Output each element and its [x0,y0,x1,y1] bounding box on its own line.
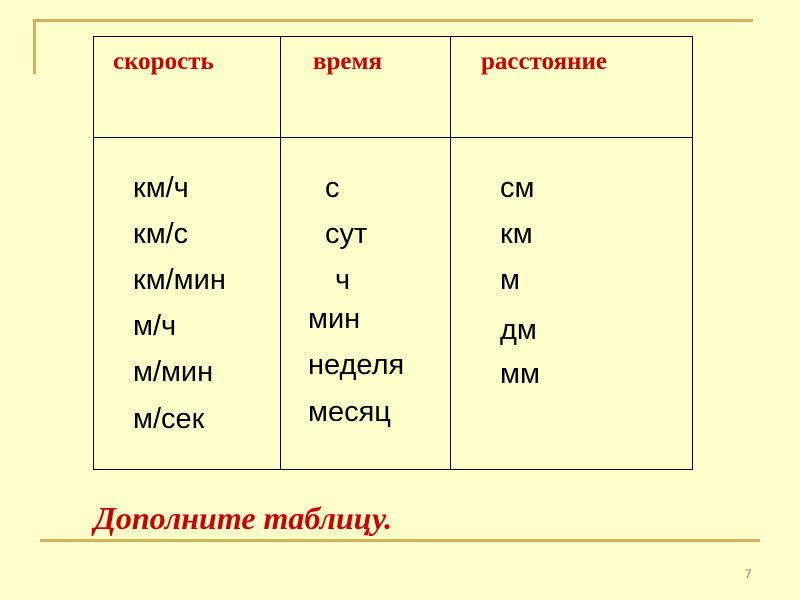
distance-unit: м [500,264,520,296]
speed-unit: км/ч [133,172,189,204]
frame-line-left [33,19,36,74]
time-unit: ч [335,264,351,296]
distance-unit: дм [500,314,537,346]
time-unit: мин [308,303,361,335]
time-unit: с [325,172,340,204]
speed-unit: м/сек [133,403,205,435]
distance-unit: мм [500,358,540,390]
table-column-divider [280,37,281,469]
speed-unit: км/мин [133,264,226,296]
frame-line-top [33,19,753,22]
time-unit: неделя [308,349,405,381]
page-number: 7 [745,567,752,581]
time-unit: месяц [308,396,391,428]
units-table [93,36,693,470]
header-time: время [313,48,383,75]
time-unit: сут [325,218,368,250]
header-speed: скорость [113,48,214,75]
speed-unit: м/ч [133,310,177,342]
table-header-divider [94,137,692,138]
table-column-divider [450,37,451,469]
speed-unit: м/мин [133,356,214,388]
task-title: Дополните таблицу. [94,500,393,536]
frame-line-bottom [40,539,760,542]
speed-unit: км/с [133,218,189,250]
distance-unit: км [500,218,533,250]
header-distance: расстояние [481,48,608,75]
distance-unit: см [500,172,535,204]
